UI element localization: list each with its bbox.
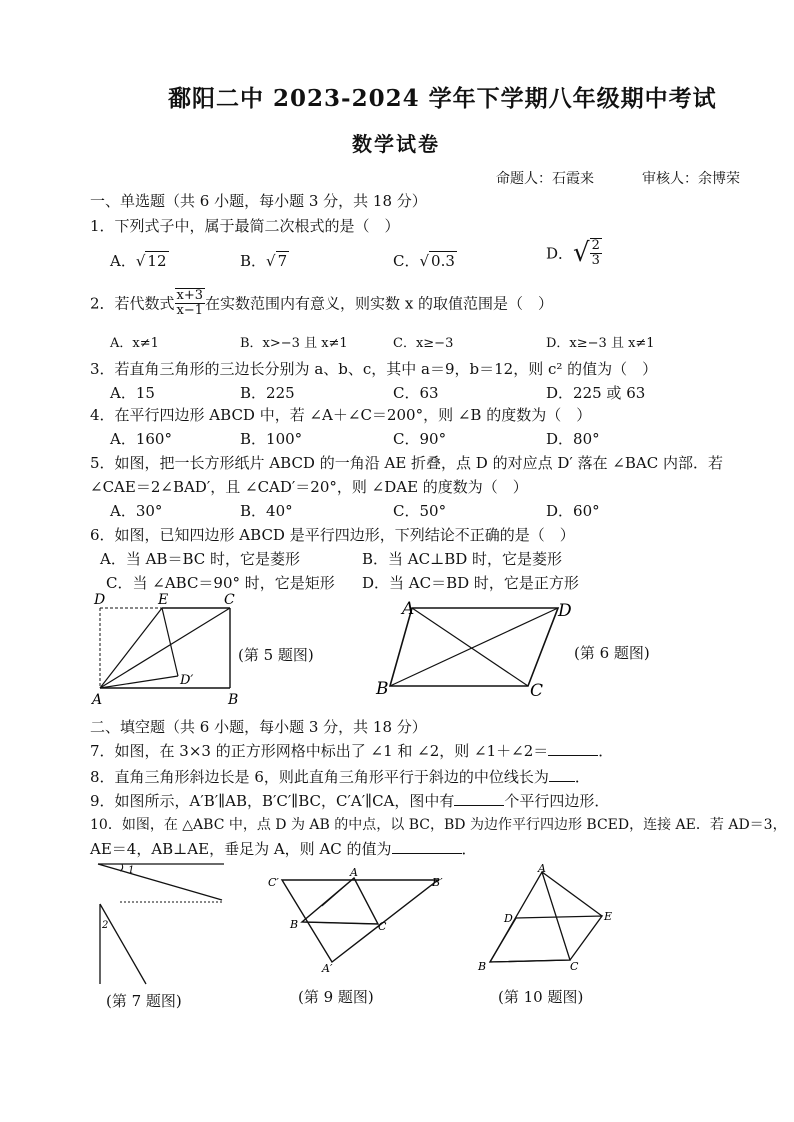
q10-text: AE＝4，AB⊥AE，垂足为 A，则 AC 的值为 — [90, 840, 392, 858]
section2-heading: 二、填空题（共 6 小题，每小题 3 分，共 18 分） — [90, 718, 427, 736]
fig10-label-E: E — [604, 910, 613, 923]
q1-option-d: D．√ $\frac{2}{3}$ — [546, 238, 600, 268]
q9-answer-blank[interactable] — [454, 791, 504, 806]
figure-7-diagram — [96, 860, 226, 990]
fig9-inner-segment — [322, 878, 354, 906]
q2-frac-den: x−1 — [176, 303, 204, 318]
q7-text-end: ． — [598, 742, 614, 760]
fig9-label-C: C — [378, 920, 387, 933]
fig5-label-A: A — [92, 692, 103, 708]
fig6-label-C: C — [530, 681, 544, 701]
q1-option-d-numerator: 2 — [591, 238, 600, 253]
q2-option-d: D．x≥−3 且 x≠1 — [546, 336, 655, 351]
fig5-label-C: C — [224, 592, 235, 608]
fig10-segment-AE — [542, 872, 602, 916]
q1-option-a-radicand: 12 — [147, 252, 167, 270]
q1-option-c-radicand: 0.3 — [431, 252, 455, 270]
reviewer-credit: 审核人：余博荣 — [642, 171, 740, 187]
question-3-stem: 3．若直角三角形的三边长分别为 a、b、c，其中 a＝9，b＝12，则 c² 的值为（ ） — [90, 360, 658, 378]
q3-option-b: B．225 — [240, 384, 295, 402]
q1-option-c: C．√ 0.3 — [393, 252, 455, 270]
figure-5-caption: (第 5 题图) — [238, 646, 314, 664]
question-10-line2 — [90, 838, 477, 859]
fig6-diagonal-AC — [412, 608, 528, 686]
q3-option-a: A．15 — [110, 384, 155, 402]
fig9-label-C-prime: C′ — [268, 876, 279, 889]
fig10-label-A: A — [538, 862, 546, 875]
q10-answer-blank[interactable] — [392, 839, 462, 854]
q1-option-a-label: A． — [110, 252, 136, 270]
fig7-slant-line-1 — [98, 864, 222, 900]
q4-option-b: B．100° — [240, 430, 303, 448]
fig5-fold-AE — [100, 608, 162, 688]
q1-option-c-label: C． — [393, 252, 420, 270]
question-7 — [90, 740, 613, 761]
fig9-label-B: B — [290, 918, 299, 931]
fig9-label-A-prime: A′ — [322, 962, 333, 975]
q6-option-b: B．当 AC⊥BD 时，它是菱形 — [362, 550, 563, 568]
q6-option-c: C．当 ∠ABC＝90° 时，它是矩形 — [106, 574, 335, 592]
figure-6-caption: (第 6 题图) — [574, 644, 650, 662]
q2-option-a: A．x≠1 — [110, 336, 159, 351]
fig9-label-B-prime: B′ — [432, 876, 443, 889]
q4-option-c: C．90° — [393, 430, 447, 448]
q2-option-b: B．x>−3 且 x≠1 — [240, 336, 348, 351]
q3-option-d: D．225 或 63 — [546, 384, 646, 402]
section1-heading: 一、单选题（共 6 小题，每小题 3 分，共 18 分） — [90, 192, 427, 210]
q7-text: 7．如图，在 3×3 的正方形网格中标出了 ∠1 和 ∠2，则 ∠1＋∠2＝ — [90, 742, 549, 760]
q6-option-d: D．当 AC＝BD 时，它是正方形 — [362, 574, 579, 592]
fig9-label-A: A — [350, 866, 358, 879]
question-6-stem: 6．如图，已知四边形 ABCD 是平行四边形，下列结论不正确的是（ ） — [90, 526, 575, 544]
figure-10-caption: (第 10 题图) — [498, 988, 584, 1006]
question-2-stem — [90, 288, 553, 318]
question-4-stem: 4．在平行四边形 ABCD 中，若 ∠A＋∠C＝200°，则 ∠B 的度数为（ ） — [90, 406, 592, 424]
question-1-stem: 1．下列式子中，属于最简二次根式的是（ ） — [90, 217, 400, 235]
figure-9-caption: (第 9 题图) — [298, 988, 374, 1006]
q8-text: 8．直角三角形斜边长是 6，则此直角三角形平行于斜边的中位线长为 — [90, 768, 549, 786]
question-5-stem-line2: ∠CAE＝2∠BAD′，且 ∠CAD′＝20°，则 ∠DAE 的度数为（ ） — [90, 478, 528, 496]
fig10-label-B: B — [478, 960, 487, 973]
q2-frac-num: x+3 — [176, 288, 204, 303]
fig7-slant-line-2 — [100, 904, 146, 984]
question-9 — [90, 790, 609, 811]
q2-option-c: C．x≥−3 — [393, 336, 454, 351]
fig5-label-E: E — [158, 592, 169, 608]
fig6-label-D: D — [558, 601, 572, 621]
q8-text-end: ． — [574, 768, 590, 786]
page-subtitle: 数学试卷 — [352, 132, 440, 156]
q4-option-d: D．80° — [546, 430, 600, 448]
author-credit: 命题人：石霞来 — [496, 171, 594, 187]
q5-option-c: C．50° — [393, 502, 447, 520]
fig10-label-D: D — [504, 912, 513, 925]
figure-10-diagram — [470, 864, 630, 974]
q8-answer-blank[interactable] — [549, 767, 575, 782]
q9-text-end: 个平行四边形． — [504, 792, 610, 810]
q4-option-a: A．160° — [110, 430, 172, 448]
q6-option-a: A．当 AB＝BC 时，它是菱形 — [100, 550, 301, 568]
q9-text: 9．如图所示，A′B′∥AB，B′C′∥BC，C′A′∥CA，图中有 — [90, 792, 455, 810]
q1-option-d-denominator: 3 — [591, 253, 600, 268]
q1-option-d-label: D． — [546, 244, 574, 263]
q7-answer-blank[interactable] — [548, 741, 598, 756]
q3-option-c: C．63 — [393, 384, 439, 402]
fig5-label-D-prime: D′ — [180, 673, 194, 688]
fig5-edge-AD-prime — [100, 676, 178, 688]
question-8 — [90, 766, 590, 787]
q2-stem-pre: 2．若代数式 — [90, 294, 175, 313]
page-title: 鄱阳二中 2023-2024 学年下学期八年级期中考试 — [168, 85, 717, 112]
figure-5-diagram — [90, 592, 250, 712]
fig9-triangle-outer — [282, 880, 438, 962]
figure-9-diagram — [262, 866, 462, 976]
q10-text-end: ． — [461, 840, 477, 858]
q5-option-d: D．60° — [546, 502, 600, 520]
q5-option-a: A．30° — [110, 502, 163, 520]
fig7-angle-1-label: 1 — [128, 865, 135, 876]
fig7-angle-2-label: 2 — [102, 920, 109, 931]
fig6-label-B: B — [376, 679, 389, 699]
q5-option-b: B．40° — [240, 502, 293, 520]
q1-option-b-radicand: 7 — [277, 252, 288, 270]
question-5-stem-line1: 5．如图，把一长方形纸片 ABCD 的一角沿 AE 折叠，点 D 的对应点 D′ 落在 ∠BAC 内部．若 — [90, 454, 724, 472]
q1-option-b: B．√ 7 — [240, 252, 288, 270]
fig5-label-B: B — [228, 692, 239, 708]
fig10-label-C: C — [570, 960, 579, 973]
fig5-label-D: D — [94, 592, 106, 608]
fig6-label-A: A — [402, 599, 415, 619]
q2-stem-post: 在实数范围内有意义，则实数 x 的取值范围是（ ） — [205, 294, 554, 313]
fig9-triangle-inner — [302, 878, 378, 924]
q1-option-a: A．√ 12 — [110, 252, 167, 270]
figure-7-caption: (第 7 题图) — [106, 992, 182, 1010]
q1-option-b-label: B． — [240, 252, 267, 270]
figure-6-diagram — [372, 596, 572, 700]
question-10-line1: 10．如图，在 △ABC 中，点 D 为 AB 的中点，以 BC，BD 为边作平行四边形 BCED，连接 AE．若 AD＝3， — [90, 817, 787, 833]
